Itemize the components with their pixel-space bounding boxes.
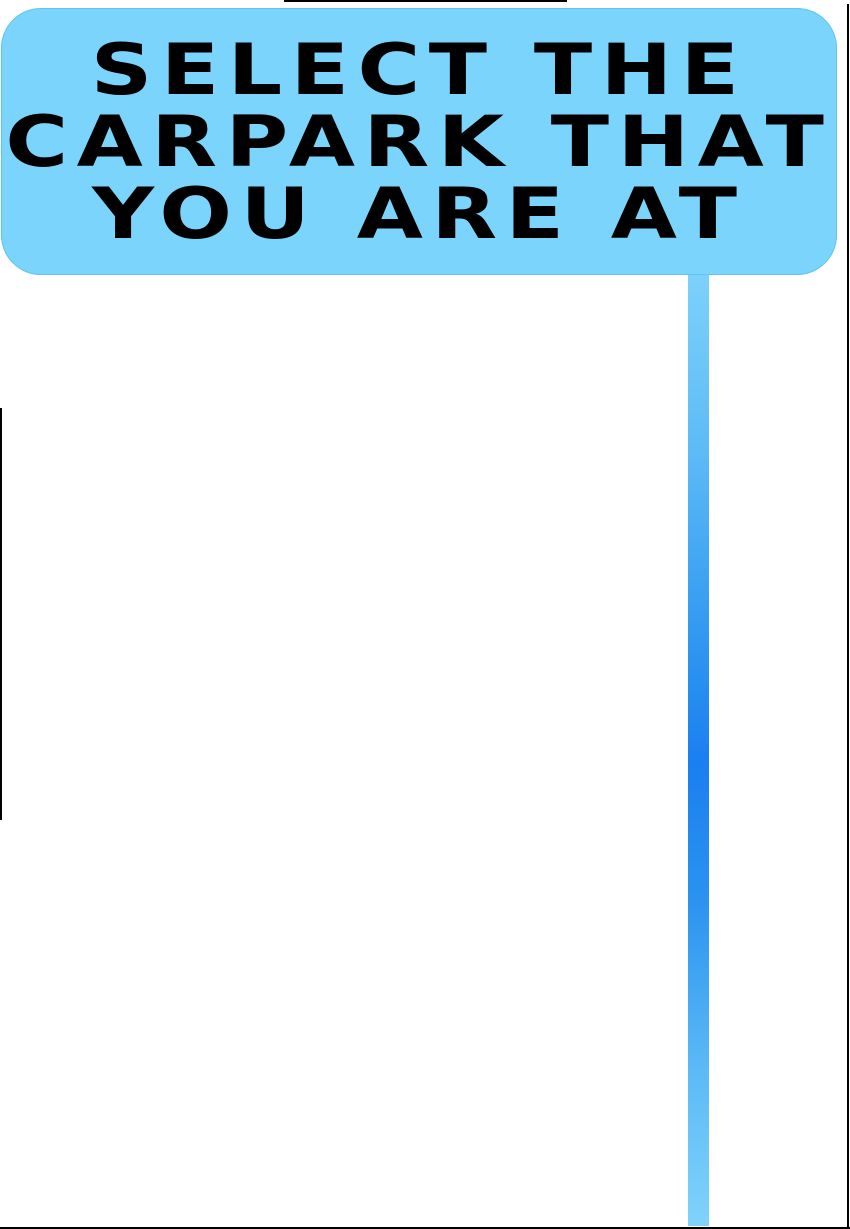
- sign-text-line-2: CARPARK THAT: [5, 100, 833, 183]
- left-border-line: [0, 408, 2, 820]
- right-border-line: [847, 4, 849, 1229]
- sign-pole: [688, 262, 709, 1226]
- top-border-line: [284, 0, 567, 2]
- sign-text-line-3: YOU ARE AT: [92, 172, 746, 255]
- sign-text-line-1: SELECT THE: [90, 28, 748, 111]
- sign-board: [1, 8, 837, 275]
